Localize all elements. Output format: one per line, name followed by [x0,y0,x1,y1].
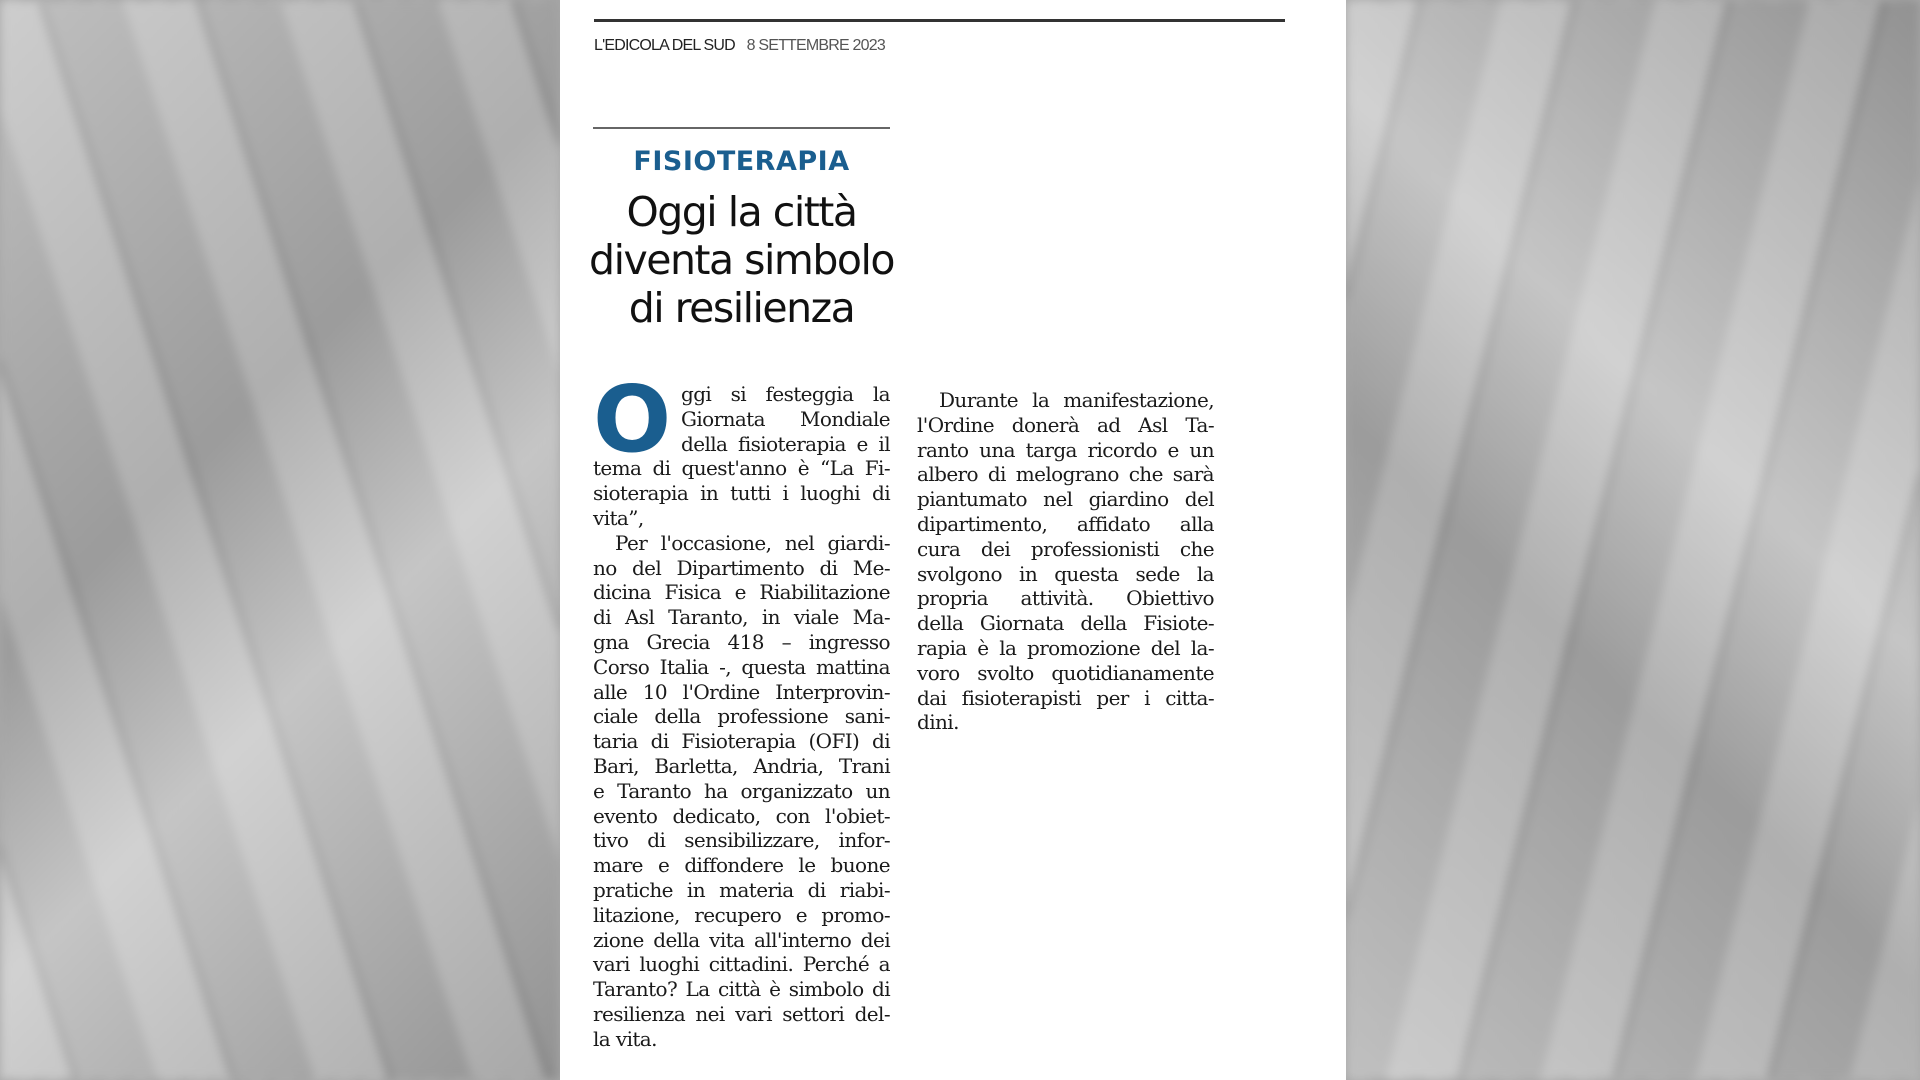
article-line: mare e diffondere le buone [593,853,890,878]
newspaper-page [560,0,1346,1080]
article-line: no del Dipartimento di Me- [593,555,890,580]
article-line: dai fisioterapisti per i citta- [917,685,1214,710]
article-kicker: FISIOTERAPIA [633,146,850,177]
article-line: e Taranto ha organizzato un [593,778,890,803]
article-line: dicina Fisica e Riabilitazione [593,580,890,605]
article-line: dipartimento, affidato alla [917,511,1214,536]
article-line: vita”, [593,505,644,530]
newspaper-background-texture [1346,0,1920,1080]
article-line: sioterapia in tutti i luoghi di [593,481,890,506]
article-line: alle 10 l'Ordine Interprovin- [593,679,890,704]
article-line: la vita. [593,1026,657,1051]
publication-date: 8 SETTEMBRE 2023 [746,37,885,54]
article-line: della fisioterapia e il [681,431,890,456]
article-line: albero di melograno che sarà [917,462,1214,487]
newspaper-background-right [1346,0,1920,1080]
newspaper-background-left [0,0,560,1080]
article-line: di Asl Taranto, in viale Ma- [593,605,890,630]
article-line: della Giornata della Fisiote- [917,611,1214,636]
article-line: propria attività. Obiettivo [917,586,1214,611]
article-line: resilienza nei vari settori del- [593,1001,890,1026]
article-line: evento dedicato, con l'obiet- [593,803,890,828]
article-line: litazione, recupero e promo- [593,902,890,927]
article-line: Durante la manifestazione, [939,388,1214,412]
headline-line: Oggi la città [626,188,857,236]
article-line: taria di Fisioterapia (OFI) di [593,729,890,754]
headline-line: diventa simbolo [589,236,894,284]
article-line: ggi si festeggia la [681,382,890,406]
page-header [594,37,885,55]
article-line: tivo di sensibilizzare, infor- [593,828,890,853]
article-line: tema di quest'anno è “La Fi- [593,456,890,481]
article-line: ranto una targa ricordo e un [917,437,1214,462]
newspaper-background-texture [0,0,560,1080]
article-line: ciale della professione sani- [593,704,890,729]
article-line: rapia è la promozione del la- [917,635,1214,660]
article-line: gna Grecia 418 – ingresso [593,629,890,654]
article-line: Giornata Mondiale [681,406,890,431]
article-line: pratiche in materia di riabi- [593,877,890,902]
article-line: vari luoghi cittadini. Perché a [593,952,890,977]
article-line: piantumato nel giardino del [917,487,1214,512]
article-line: svolgono in questa sede la [917,561,1214,586]
section-rule [593,127,890,129]
article-headline [580,188,903,332]
article-line: zione della vita all'interno dei [593,927,890,952]
article-line: dini. [917,710,959,735]
article-line: Taranto? La città è simbolo di [593,977,890,1002]
article-line: voro svolto quotidianamente [917,660,1214,685]
article-line: l'Ordine donerà ad Asl Ta- [917,412,1214,437]
article-line: Corso Italia -, questa mattina [593,654,890,679]
article-column-1 [593,382,890,1052]
article-column-2 [917,388,1214,735]
article-line: cura dei professionisti che [917,536,1214,561]
article-line: Per l'occasione, nel giardi- [615,530,890,555]
article-line: Bari, Barletta, Andria, Trani [593,753,890,778]
publication-name: L'EDICOLA DEL SUD [594,37,735,54]
drop-cap: O [593,366,672,473]
headline-line: di resilienza [628,284,855,332]
top-rule [594,19,1285,22]
